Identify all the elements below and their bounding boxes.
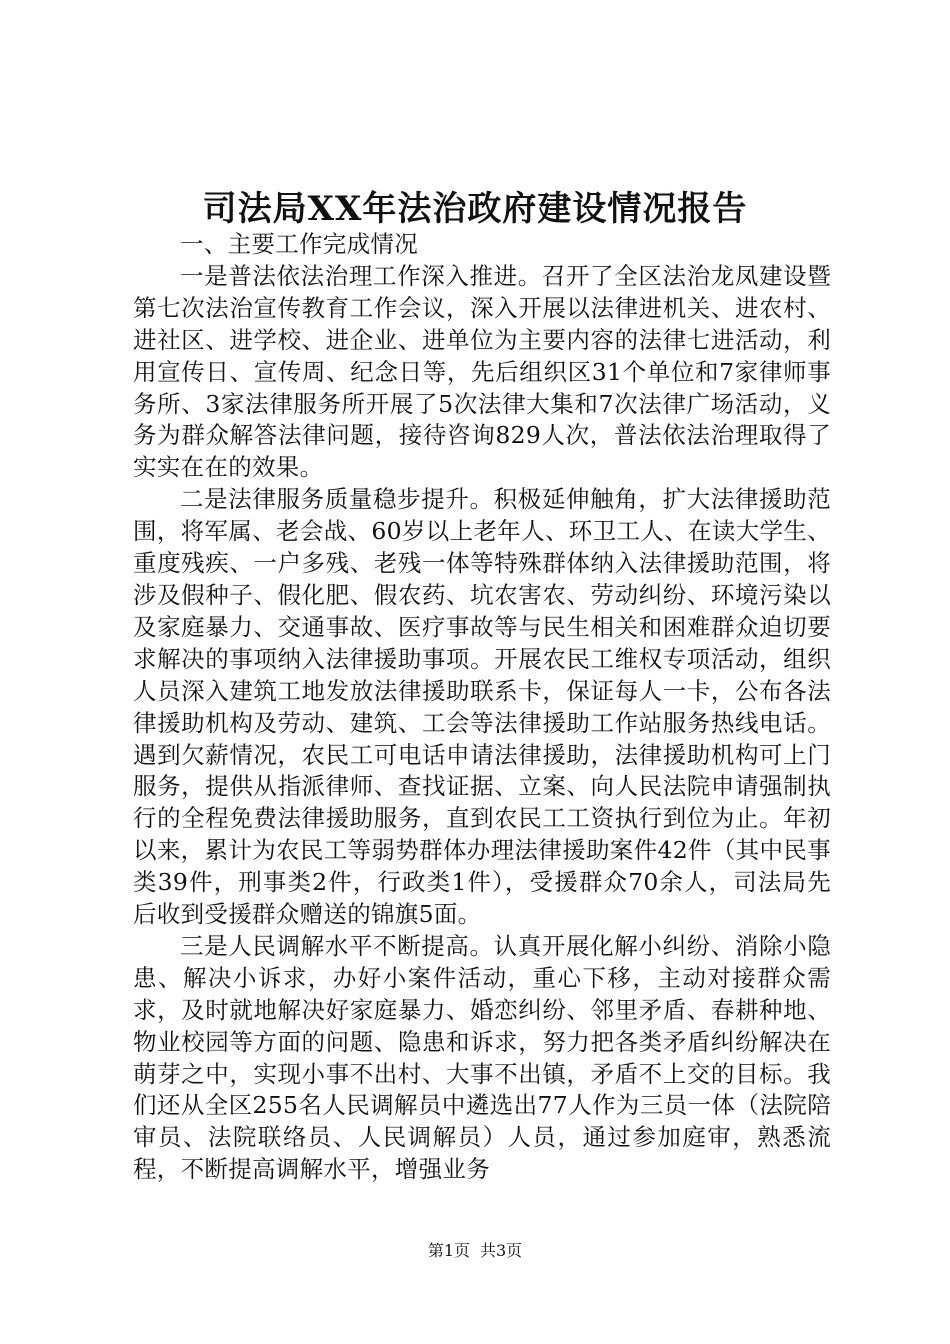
section-heading: 一、主要工作完成情况 <box>180 230 418 258</box>
document-body <box>133 229 831 1186</box>
paragraph-legal-education: 一是普法依法治理工作深入推进。召开了全区法治龙凤建设暨第七次法治宣传教育工作会议，深入开展以法律进机关、进农村、进社区、进学校、进企业、进单位为主要内容的法律七进活动，利用宣传日、宣传周、纪念日等，先后组织区31个单位和7家律师事务所、3家法律服务所开展了5次法律大集和7次法律广场活动，义务为群众解答法律问题，接待咨询829人次，普法依法治理取得了实实在在的效果。 <box>133 261 831 482</box>
page-number: 第1页 <box>427 1241 470 1260</box>
paragraph-legal-services: 二是法律服务质量稳步提升。积极延伸触角，扩大法律援助范围，将军属、老会战、60岁以上老年人、环卫工人、在读大学生、重度残疾、一户多残、老残一体等特殊群体纳入法律援助范围，将涉及假种子、假化肥、假农药、坑农害农、劳动纠纷、环境污染以及家庭暴力、交通事故、医疗事故等与民生相关和困难群众迫切要求解决的事项纳入法律援助事项。开展农民工维权专项活动，组织人员深入建筑工地发放法律援助联系卡，保证每人一卡，公布各法律援助机构及劳动、建筑、工会等法律援助工作站服务热线电话。遇到欠薪情况，农民工可电话申请法律援助，法律援助机构可上门服务，提供从指派律师、查找证据、立案、向人民法院申请强制执行的全程免费法律援助服务，直到农民工工资执行到位为止。年初以来，累计为农民工等弱势群体办理法律援助案件42件（其中民事类39件，刑事类2件，行政类1件），受援群众70余人，司法局先后收到受援群众赠送的锦旗5面。 <box>133 485 831 929</box>
page-footer <box>0 1239 950 1263</box>
page-total: 共3页 <box>480 1241 523 1260</box>
paragraph-mediation: 三是人民调解水平不断提高。认真开展化解小纠纷、消除小隐患、解决小诉求，办好小案件活动，重心下移，主动对接群众需求，及时就地解决好家庭暴力、婚恋纠纷、邻里矛盾、春耕种地、物业校园等方面的问题、隐患和诉求，努力把各类矛盾纠纷解决在萌芽之中，实现小事不出村、大事不出镇，矛盾不上交的目标。我们还从全区255名人民调解员中遴选出77人作为三员一体（法院陪审员、法院联络员、人民调解员）人员，通过参加庭审，熟悉流程，不断提高调解水平，增强业务 <box>133 931 831 1184</box>
document-title: 司法局XX年法治政府建设情况报告 <box>202 189 748 229</box>
